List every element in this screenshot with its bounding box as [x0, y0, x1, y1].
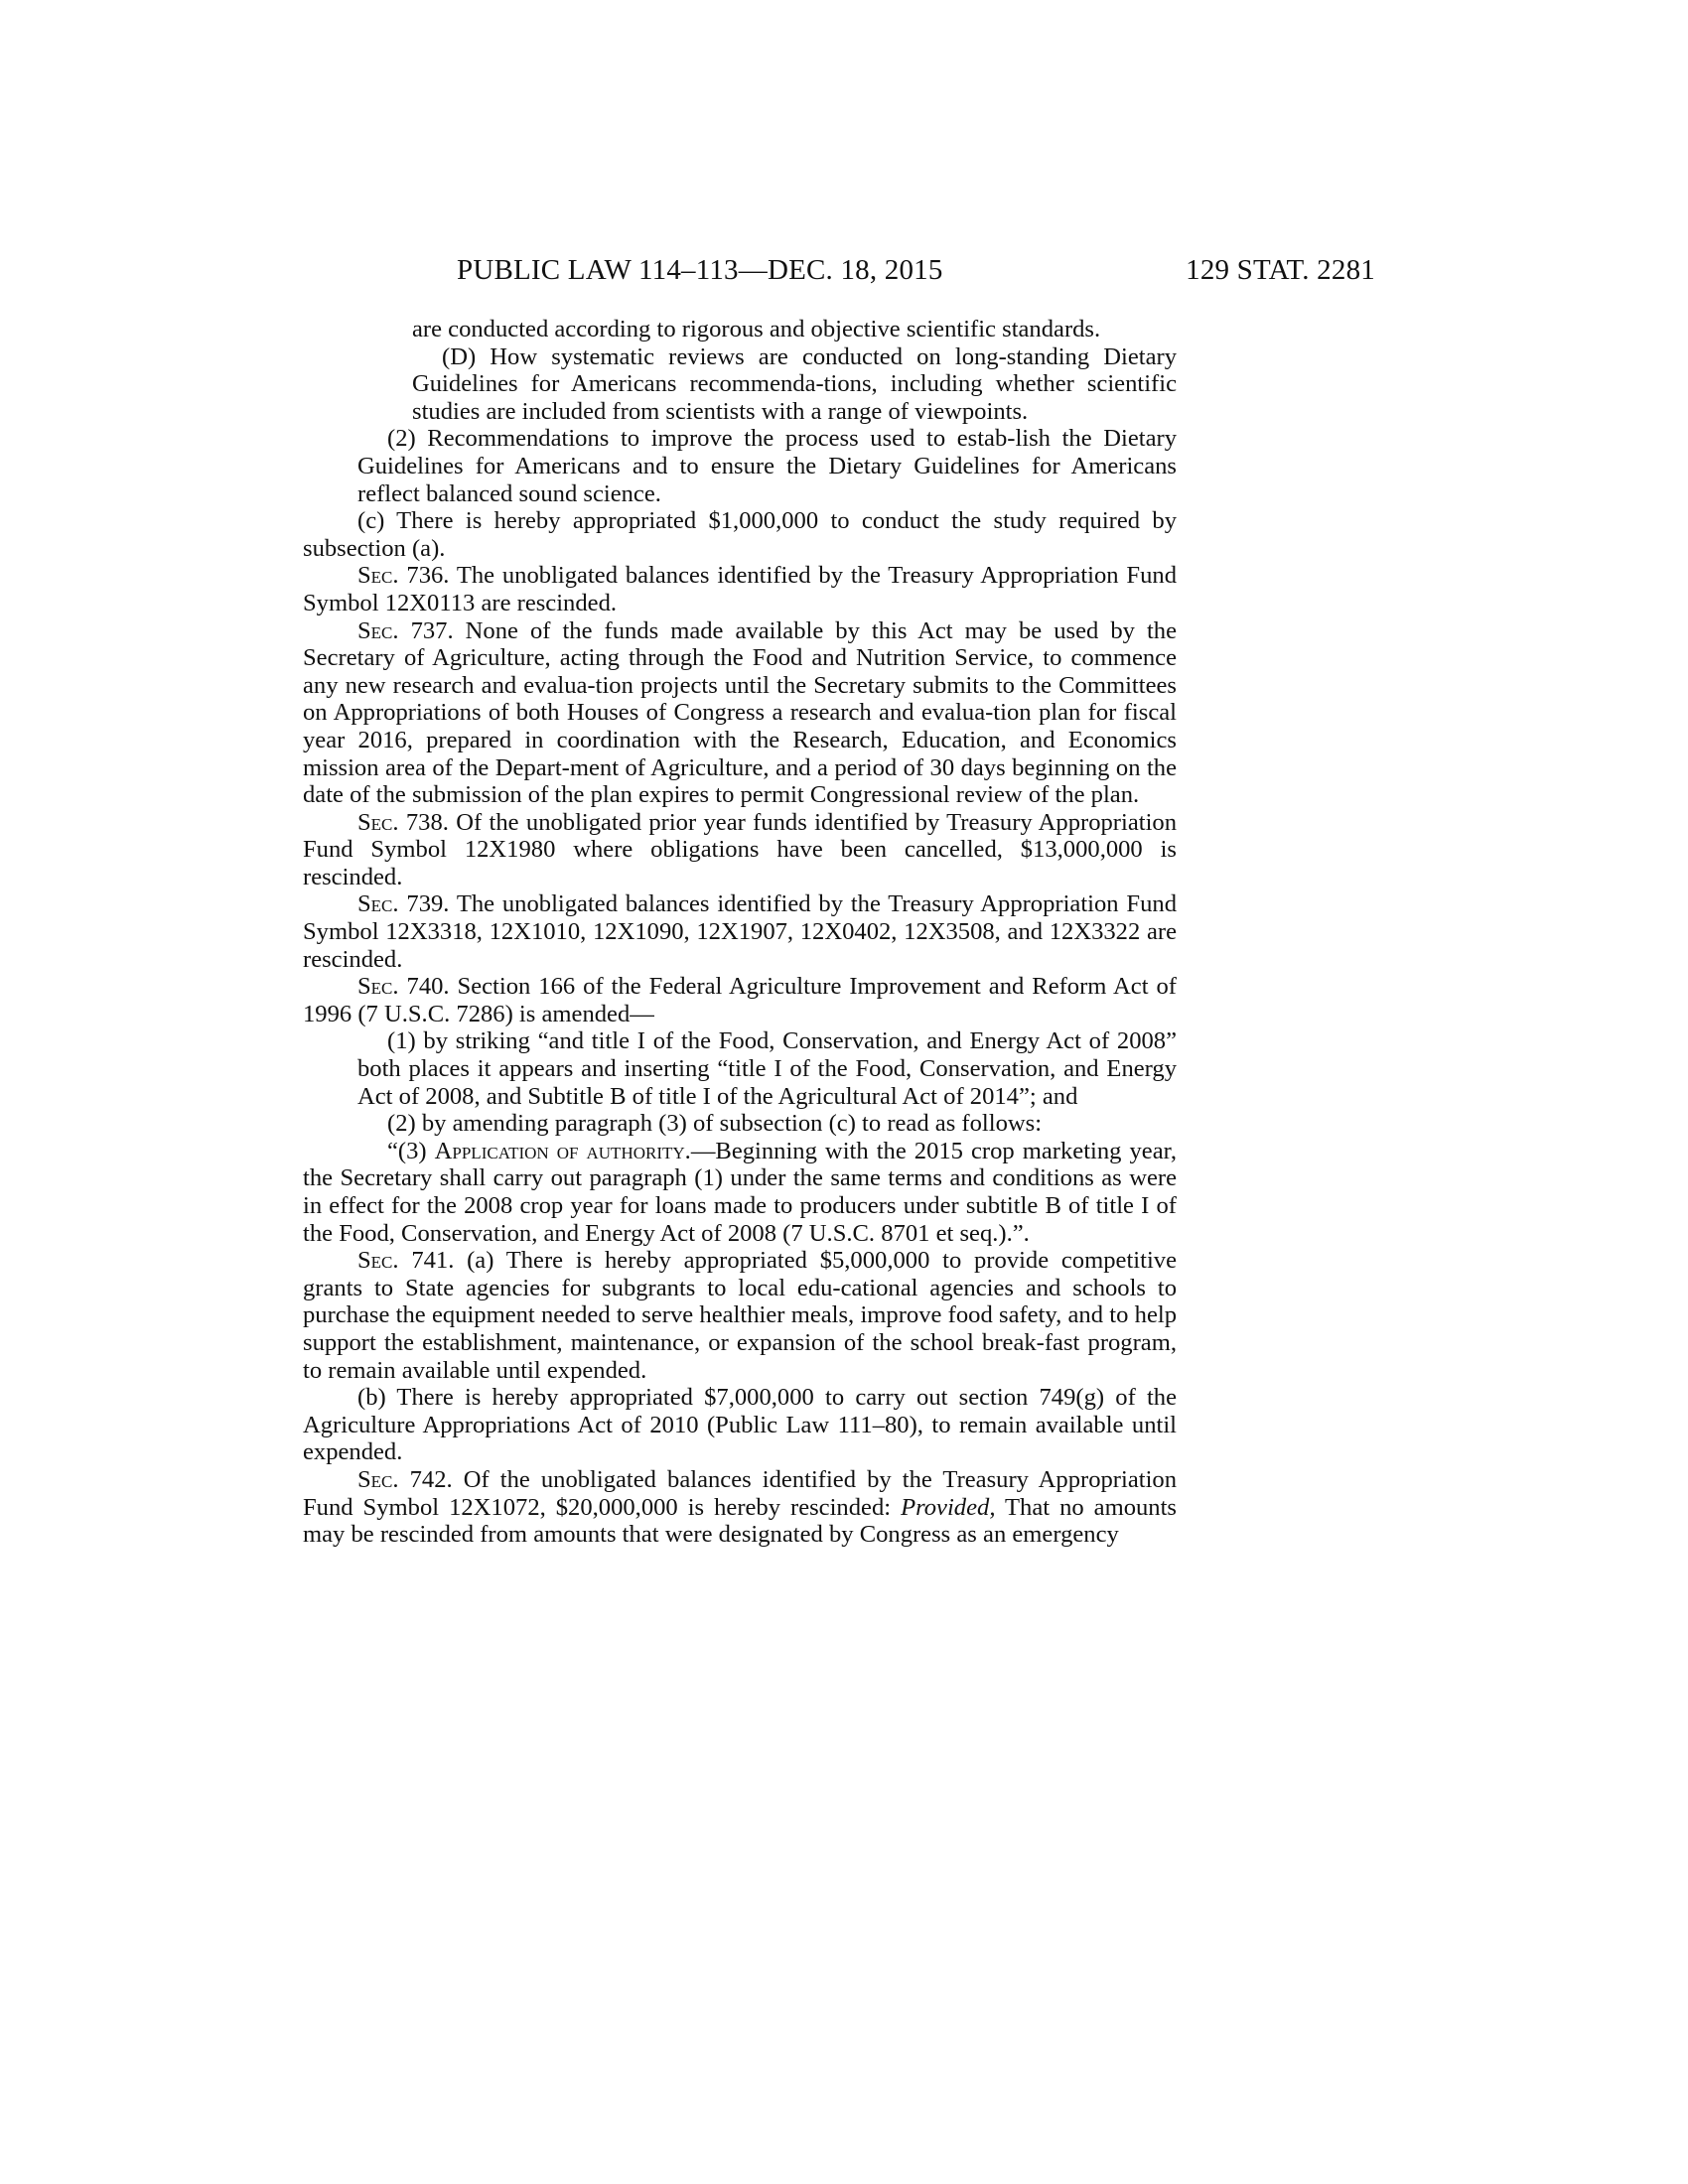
sec-label: Sec.	[357, 808, 399, 836]
paragraph-caption: Application of authority	[434, 1137, 685, 1164]
section-737-text: 737. None of the funds made available by this Act may be used by the Secretary of Agriculture, acting through the Food and Nutrition Service, to commence any new research and evalua-tion projects until the Secretary submits to the Committees on Appropriations of both Houses of Congress a research and evalua-tion plan for fiscal year 2016, prepared in coordination with the Research, Education, and Economics mission area of the Depart-ment of Agriculture, and a period of 30 days beginning on the date of the submission of the plan expires to permit Congressional review of the plan.	[303, 616, 1177, 809]
paragraph-subsection-b: (b) There is hereby appropriated $7,000,000 to carry out section 749(g) of the Agriculture Appropriations Act of 2010 (Public Law 111–80), to remain available until expended.	[303, 1384, 1177, 1466]
section-740	[303, 973, 1177, 1027]
section-741	[303, 1247, 1177, 1384]
sec-label: Sec.	[357, 973, 399, 1001]
section-741-text: 741. (a) There is hereby appropriated $5,000,000 to provide competitive grants to State agencies for subgrants to local edu-cational agencies and schools to purchase the equipment needed to serve healthier meals, improve food safety, and to help support the establishment, maintenance, or expansion of the school break-fast program, to remain available until expended.	[303, 1247, 1177, 1384]
section-736-text: 736. The unobligated balances identified by the Treasury Appropriation Fund Symbol 12X0113 are rescinded.	[303, 562, 1177, 616]
section-742	[303, 1466, 1177, 1549]
document-body	[303, 316, 1177, 1549]
section-742-text-a: 742. Of the unobligated balances identified by the Treasury Appropriation Fund Symbol 12X1072, $20,000,000 is hereby rescinded:	[303, 1465, 1177, 1521]
paragraph-item-2-amend: (2) by amending paragraph (3) of subsection (c) to read as follows:	[387, 1110, 1043, 1138]
header-title: PUBLIC LAW 114–113—DEC. 18, 2015	[457, 254, 943, 286]
sec-label: Sec.	[357, 562, 399, 590]
quoted-paragraph-text: .—Beginning with the 2015 crop marketing year, the Secretary shall carry out paragraph (1) under the same terms and conditions as were in effect for the 2008 crop year for loans made to producers under subtitle B of title I of the Food, Conservation, and Energy Act of 2008 (7 U.S.C. 8701 et seq.).”.	[303, 1137, 1177, 1247]
section-740-text: 740. Section 166 of the Federal Agriculture Improvement and Reform Act of 1996 (7 U.S.C. 7286) is amended—	[303, 973, 1177, 1027]
section-739	[303, 890, 1177, 973]
section-736	[303, 562, 1177, 616]
paragraph-subitem-d: (D) How systematic reviews are conducted on long-standing Dietary Guidelines for Americans recommenda-tions, including whether scientific studies are included from scientists with a range of viewpoints.	[412, 342, 1177, 425]
sec-label: Sec.	[357, 1465, 399, 1493]
header-stat-page: 129 STAT. 2281	[1186, 254, 1375, 286]
section-742-text-b: That no amounts may be rescinded from amounts that were designated by Congress as an emergency	[303, 1493, 1177, 1549]
quote-lead: “(3)	[387, 1137, 435, 1164]
paragraph-item-2: (2) Recommendations to improve the process used to estab-lish the Dietary Guidelines for Americans and to ensure the Dietary Guidelines for Americans reflect balanced sound science.	[357, 425, 1177, 507]
sec-label: Sec.	[357, 1247, 399, 1275]
sec-label: Sec.	[357, 890, 399, 918]
section-739-text: 739. The unobligated balances identified by the Treasury Appropriation Fund Symbol 12X3318, 12X1010, 12X1090, 12X1907, 12X0402, 12X3508, and 12X3322 are rescinded.	[303, 890, 1177, 973]
paragraph-item-1: (1) by striking “and title I of the Food, Conservation, and Energy Act of 2008” both places it appears and inserting “title I of the Food, Conservation, and Energy Act of 2008, and Subtitle B of title I of the Agricultural Act of 2014”; and	[357, 1027, 1177, 1110]
page-header	[457, 250, 1375, 290]
paragraph-subsection-c: (c) There is hereby appropriated $1,000,000 to conduct the study required by subsection (a).	[303, 507, 1177, 562]
section-737	[303, 617, 1177, 809]
paragraph-continuation: are conducted according to rigorous and objective scientific standards.	[412, 316, 1101, 342]
provided-term: Provided,	[901, 1493, 996, 1521]
quoted-paragraph-3	[303, 1138, 1177, 1247]
sec-label: Sec.	[357, 616, 399, 644]
section-738-text: 738. Of the unobligated prior year funds identified by Treasury Appropriation Fund Symbol 12X1980 where obligations have been cancelled, $13,000,000 is rescinded.	[303, 808, 1177, 890]
section-738	[303, 809, 1177, 891]
